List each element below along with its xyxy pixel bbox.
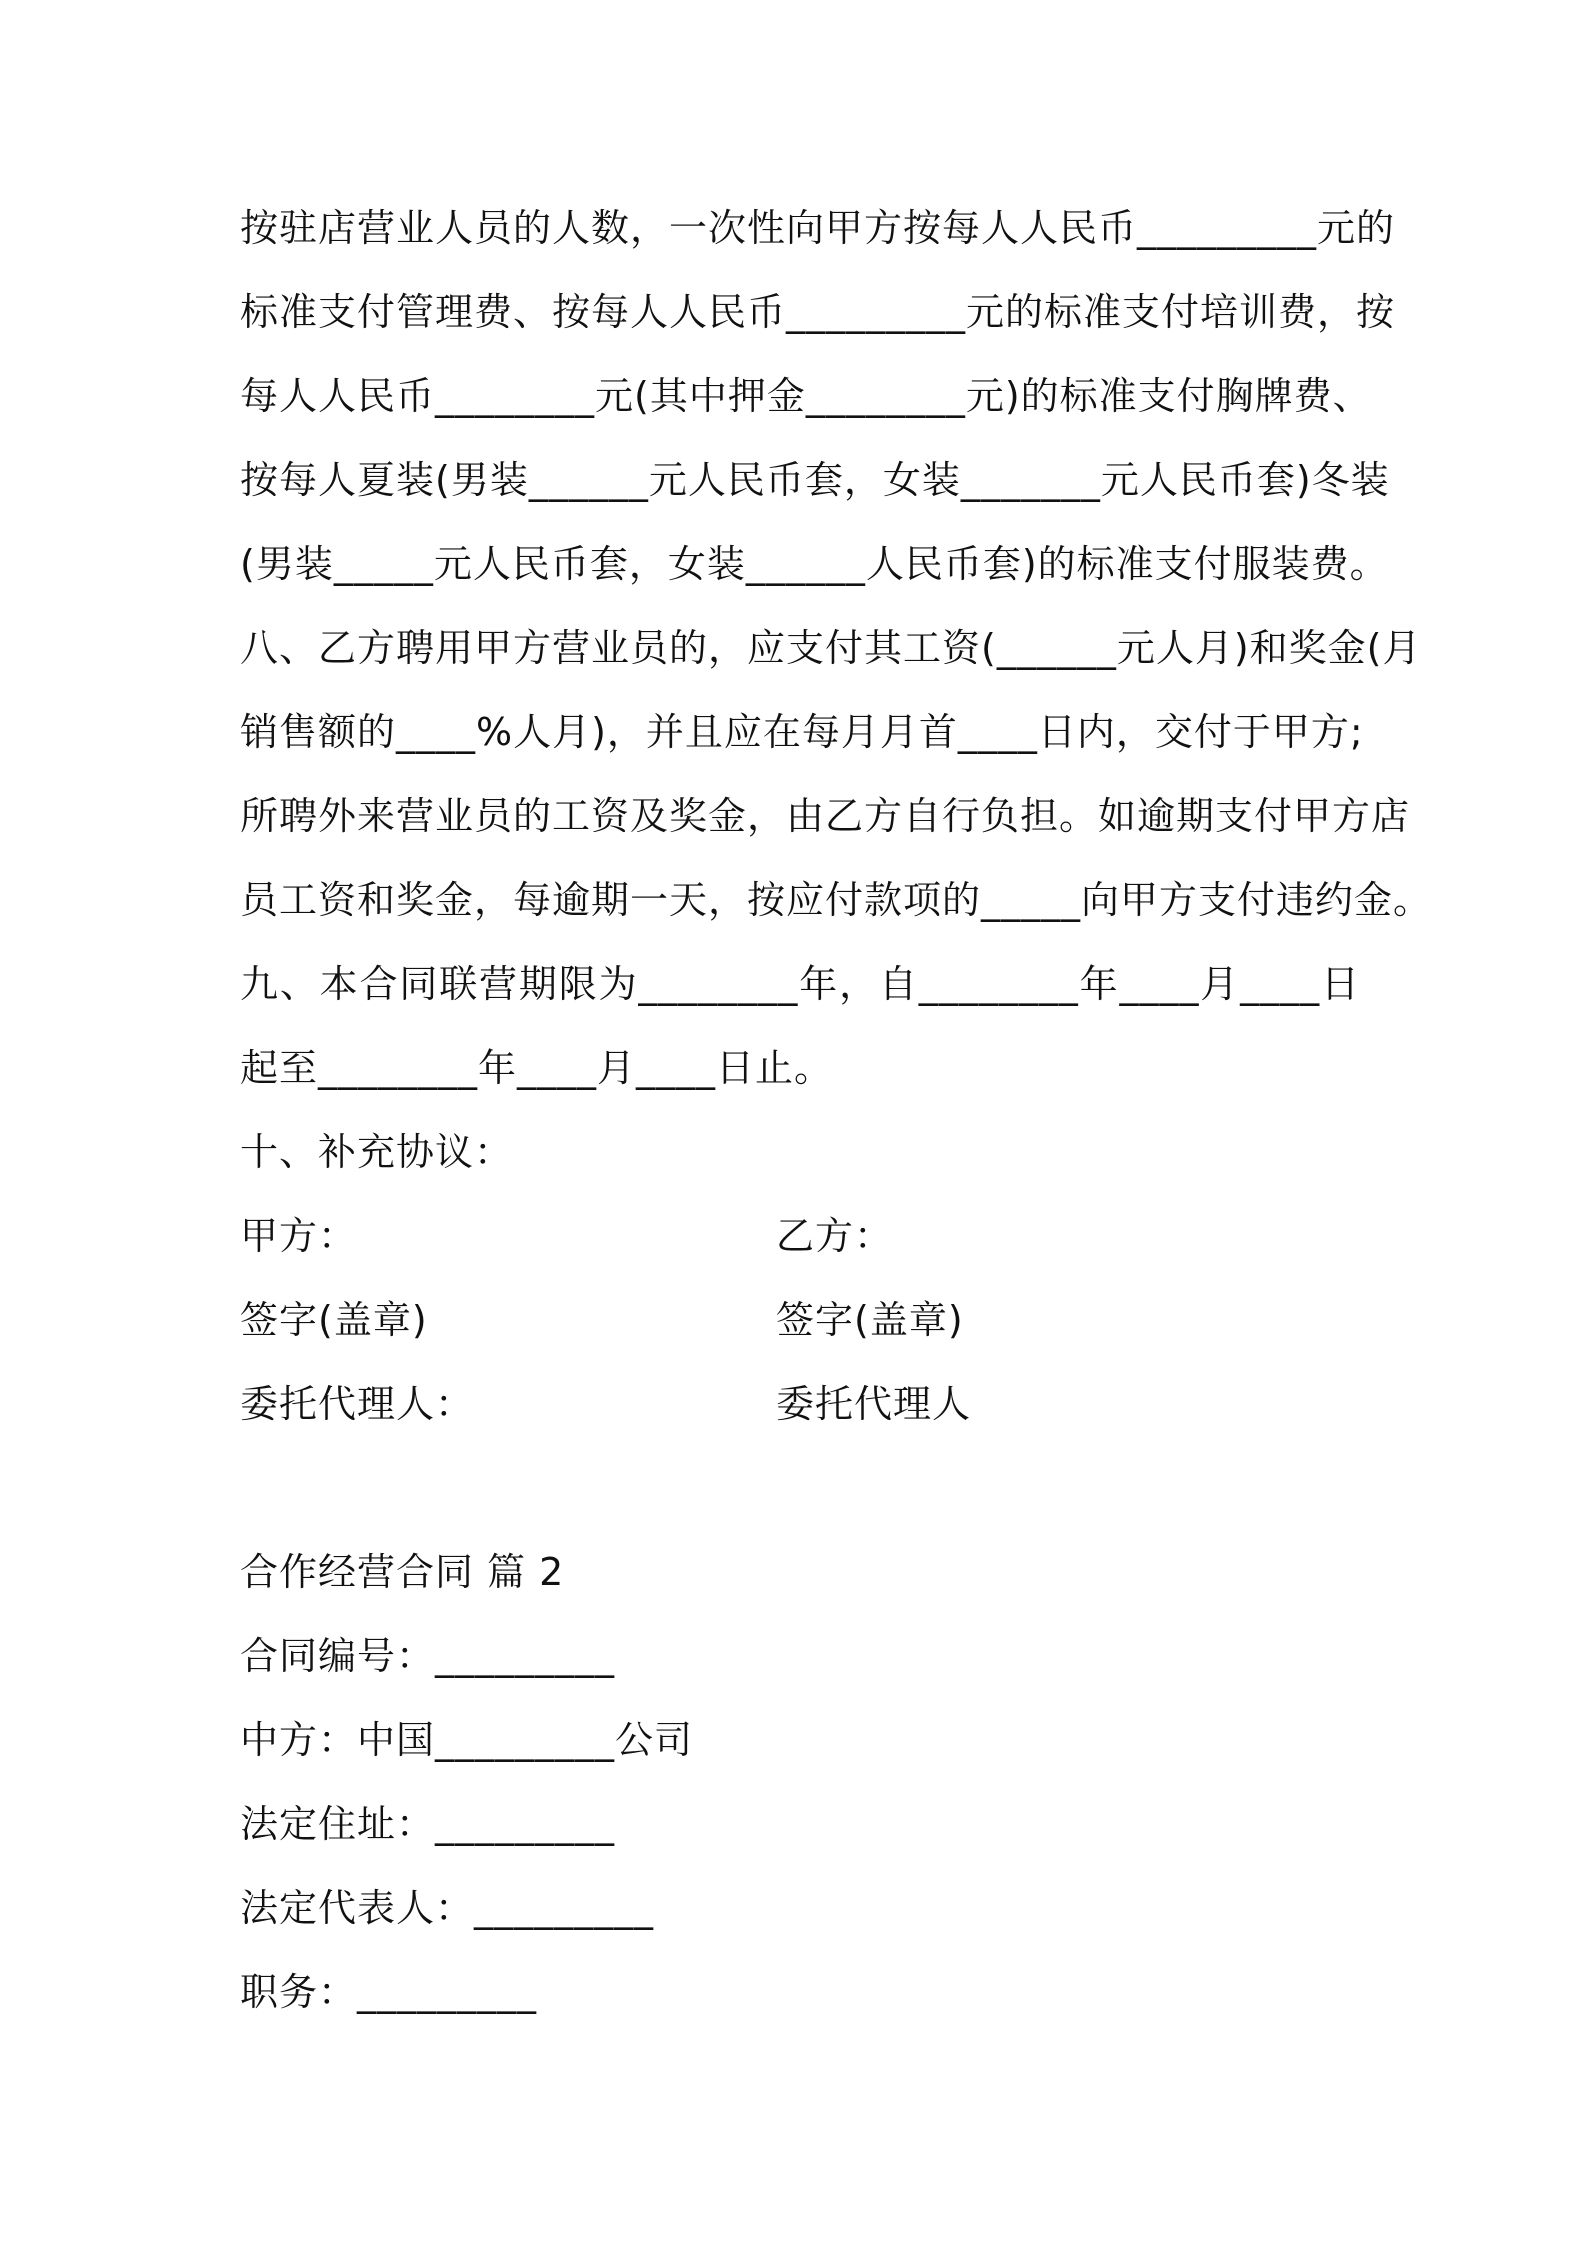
text-line: 每人人民币________元(其中押金________元)的标准支付胸牌费、	[240, 374, 1372, 418]
party-b-label: 乙方：	[776, 1214, 894, 1258]
text-line: 销售额的____%人月)，并且应在每月月首____日内，交付于甲方;	[240, 710, 1364, 754]
clause-9-line: 九、本合同联营期限为________年，自________年____月____日	[240, 962, 1360, 1006]
chinese-party-field: 中方：中国_________公司	[240, 1718, 694, 1762]
clause-10-line: 十、补充协议：	[240, 1130, 514, 1174]
signature-row	[240, 1278, 1360, 1362]
party-a-agent: 委托代理人：	[240, 1382, 475, 1426]
party-b-agent: 委托代理人	[776, 1382, 972, 1426]
text-line: (男装_____元人民币套，女装______人民币套)的标准支付服装费。	[240, 542, 1389, 586]
text-line: 标准支付管理费、按每人人民币_________元的标准支付培训费，按	[240, 290, 1396, 334]
text-line: 按驻店营业人员的人数，一次性向甲方按每人人民币_________元的	[240, 206, 1396, 250]
party-row	[240, 1194, 1360, 1278]
contract-number-field: 合同编号：_________	[240, 1634, 616, 1678]
position-field: 职务：_________	[240, 1970, 538, 2014]
text-line: 所聘外来营业员的工资及奖金，由乙方自行负担。如逾期支付甲方店	[240, 794, 1411, 838]
text-line: 员工资和奖金，每逾期一天，按应付款项的_____向甲方支付违约金。	[240, 878, 1433, 922]
agent-row	[240, 1362, 1360, 1446]
text-line: 起至________年____月____日止。	[240, 1046, 834, 1090]
section-gap	[240, 1446, 1360, 1530]
text-line: 按每人夏装(男装______元人民币套，女装_______元人民币套)冬装	[240, 458, 1390, 502]
clause-8-line: 八、乙方聘用甲方营业员的，应支付其工资(______元人月)和奖金(月	[240, 626, 1422, 670]
party-b-signature: 签字(盖章)	[776, 1298, 964, 1342]
legal-representative-field: 法定代表人：_________	[240, 1886, 655, 1930]
document-body	[240, 186, 1433, 2034]
party-a-signature: 签字(盖章)	[240, 1298, 428, 1342]
party-a-label: 甲方：	[240, 1214, 358, 1258]
legal-address-field: 法定住址：_________	[240, 1802, 616, 1846]
section-title: 合作经营合同 篇 2	[240, 1550, 565, 1594]
